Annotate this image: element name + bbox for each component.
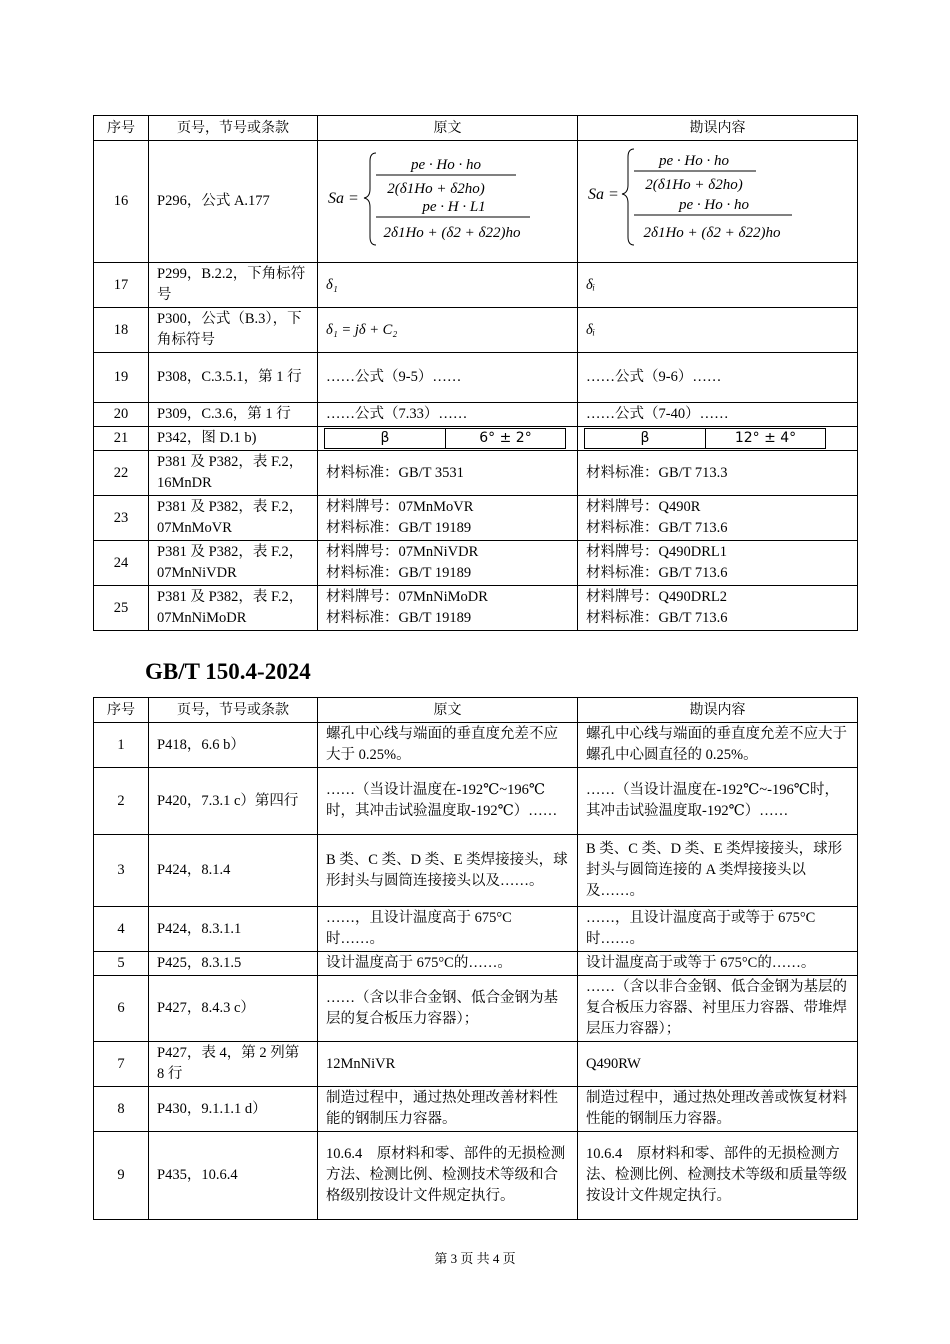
errata-table-gbt150-4 <box>93 697 858 1220</box>
material-grade: 材料牌号：07MnNiMoDR <box>326 589 488 605</box>
row-location: P381 及 P382，表 F.2，16MnDR <box>149 451 318 496</box>
row-number: 2 <box>94 768 149 835</box>
material-standard: 材料标准：GB/T 19189 <box>326 610 472 626</box>
row-location: P296，公式 A.177 <box>149 141 318 263</box>
row-number: 9 <box>94 1132 149 1220</box>
row-number: 4 <box>94 907 149 952</box>
row-number: 20 <box>94 403 149 427</box>
row-correction: 制造过程中，通过热处理改善或恢复材料性能的钢制压力容器。 <box>578 1087 858 1132</box>
row-correction: ……（含以非合金钢、低合金钢为基层的复合板压力容器、衬里压力容器、带堆焊层压力容器）； <box>578 976 858 1042</box>
table-row <box>94 451 858 496</box>
row-number: 23 <box>94 496 149 541</box>
row-correction: ……公式（9-6）…… <box>578 353 858 403</box>
formula-bottom-denominator: 2δ1Ho + (δ2 + δ22)ho <box>383 225 521 241</box>
material-grade: 材料牌号：Q490DRL2 <box>586 589 727 605</box>
row-original <box>318 541 578 586</box>
material-standard: 材料标准：GB/T 713.6 <box>586 520 728 536</box>
row-original: ……公式（9-5）…… <box>318 353 578 403</box>
row-original: 制造过程中，通过热处理改善材料性能的钢制压力容器。 <box>318 1087 578 1132</box>
row-number: 24 <box>94 541 149 586</box>
row-correction <box>578 427 858 451</box>
col-header-correction: 勘误内容 <box>578 116 858 141</box>
table-row <box>94 263 858 308</box>
row-location: P308，C.3.5.1，第 1 行 <box>149 353 318 403</box>
table-row <box>94 586 858 631</box>
formula-correction <box>578 141 858 263</box>
row-number: 7 <box>94 1042 149 1087</box>
row-correction: B 类、C 类、D 类、E 类焊接接头，球形封头与圆筒连接的 A 类焊接接头以及……。 <box>578 835 858 907</box>
material-grade: 材料牌号：Q490DRL1 <box>586 544 727 560</box>
col-header-original: 原文 <box>318 116 578 141</box>
row-correction: ……（当设计温度在-192℃~-196℃时，其冲击试验温度取-192℃）…… <box>578 768 858 835</box>
row-location: P381 及 P382，表 F.2，07MnNiMoDR <box>149 586 318 631</box>
angle-symbol: β <box>585 429 706 449</box>
table-row <box>94 141 858 263</box>
row-original: ……（当设计温度在-192℃~196℃时，其冲击试验温度取-192℃）…… <box>318 768 578 835</box>
row-number: 22 <box>94 451 149 496</box>
row-location: P300，公式（B.3），下角标符号 <box>149 308 318 353</box>
errata-table-gbt150-3 <box>93 115 858 631</box>
table-row <box>94 1042 858 1087</box>
row-correction <box>578 541 858 586</box>
col-header-original: 原文 <box>318 698 578 723</box>
row-original: 材料标准：GB/T 3531 <box>318 451 578 496</box>
row-number: 6 <box>94 976 149 1042</box>
row-number: 8 <box>94 1087 149 1132</box>
row-location: P381 及 P382，表 F.2，07MnMoVR <box>149 496 318 541</box>
table-row <box>94 952 858 976</box>
angle-mini-table-original <box>324 428 566 449</box>
col-header-location: 页号，节号或条款 <box>149 116 318 141</box>
formula-top-numerator: pe · Ho · ho <box>411 157 481 173</box>
table-row <box>94 723 858 768</box>
row-location: P424，8.3.1.1 <box>149 907 318 952</box>
row-original: ……，且设计温度高于 675°C 时……。 <box>318 907 578 952</box>
formula-lhs: Sa = <box>588 186 619 203</box>
row-original <box>318 586 578 631</box>
row-original <box>318 427 578 451</box>
row-original: 螺孔中心线与端面的垂直度允差不应大于 0.25%。 <box>318 723 578 768</box>
section-title: GB/T 150.4-2024 <box>145 659 311 684</box>
row-correction: 10.6.4 原材料和零、部件的无损检测方法、检测比例、检测技术等级和质量等级按设计文件规定执行。 <box>578 1132 858 1220</box>
formula-original <box>318 141 578 263</box>
angle-symbol: β <box>325 429 446 449</box>
col-header-no: 序号 <box>94 116 149 141</box>
material-standard: 材料标准：GB/T 713.6 <box>586 610 728 626</box>
row-number: 21 <box>94 427 149 451</box>
row-number: 3 <box>94 835 149 907</box>
row-location: P420，7.3.1 c）第四行 <box>149 768 318 835</box>
row-original: 12MnNiVR <box>318 1042 578 1087</box>
table-row <box>94 496 858 541</box>
formula-bottom-numerator: pe · Ho · ho <box>679 197 749 213</box>
row-correction: δᵢ <box>578 308 858 353</box>
page-footer: 第 3 页 共 4 页 <box>434 1251 516 1266</box>
formula-top-denominator: 2(δ1Ho + δ2ho) <box>387 181 485 197</box>
material-grade: 材料牌号：07MnNiVDR <box>326 544 479 560</box>
row-correction: 螺孔中心线与端面的垂直度允差不应大于螺孔中心圆直径的 0.25%。 <box>578 723 858 768</box>
formula-a177-correction <box>584 145 850 251</box>
row-original: ……（含以非合金钢、低合金钢为基层的复合板压力容器）； <box>318 976 578 1042</box>
row-correction: ……公式（7-40）…… <box>578 403 858 427</box>
row-correction: δᵢ <box>578 263 858 308</box>
formula-bottom-numerator: pe · H · L1 <box>422 199 486 215</box>
row-original: 设计温度高于 675°C的……。 <box>318 952 578 976</box>
row-location: P424，8.1.4 <box>149 835 318 907</box>
row-correction <box>578 586 858 631</box>
col-header-location: 页号，节号或条款 <box>149 698 318 723</box>
material-standard: 材料标准：GB/T 19189 <box>326 565 472 581</box>
table-row <box>94 1132 858 1220</box>
formula-top-denominator: 2(δ1Ho + δ2ho) <box>645 177 743 193</box>
row-original: δ₁ = jδ + C₂ <box>318 308 578 353</box>
table-row <box>94 353 858 403</box>
row-location: P427，8.4.3 c） <box>149 976 318 1042</box>
row-location: P381 及 P382，表 F.2，07MnNiVDR <box>149 541 318 586</box>
table-row <box>94 835 858 907</box>
table-row <box>94 427 858 451</box>
row-location: P418，6.6 b） <box>149 723 318 768</box>
angle-value: 6° ± 2° <box>446 429 566 449</box>
row-correction: ……，且设计温度高于或等于 675°C 时……。 <box>578 907 858 952</box>
table-row <box>94 541 858 586</box>
material-grade: 材料牌号：Q490R <box>586 499 701 515</box>
material-standard: 材料标准：GB/T 19189 <box>326 520 472 536</box>
row-number: 17 <box>94 263 149 308</box>
row-location: P299，B.2.2，下角标符号 <box>149 263 318 308</box>
formula-top-numerator: pe · Ho · ho <box>659 153 729 169</box>
row-original: B 类、C 类、D 类、E 类焊接接头，球形封头与圆筒连接接头以及……。 <box>318 835 578 907</box>
row-number: 16 <box>94 141 149 263</box>
row-number: 19 <box>94 353 149 403</box>
row-location: P427，表 4，第 2 列第 8 行 <box>149 1042 318 1087</box>
table-header-row <box>94 116 858 141</box>
row-correction: 设计温度高于或等于 675°C的……。 <box>578 952 858 976</box>
formula-bottom-denominator: 2δ1Ho + (δ2 + δ22)ho <box>643 225 781 241</box>
table-row <box>94 907 858 952</box>
row-number: 1 <box>94 723 149 768</box>
table-row <box>94 1087 858 1132</box>
table-row <box>94 976 858 1042</box>
row-correction: 材料标准：GB/T 713.3 <box>578 451 858 496</box>
material-standard: 材料标准：GB/T 713.6 <box>586 565 728 581</box>
angle-value: 12° ± 4° <box>706 429 826 449</box>
row-correction: Q490RW <box>578 1042 858 1087</box>
row-location: P309，C.3.6，第 1 行 <box>149 403 318 427</box>
col-header-no: 序号 <box>94 698 149 723</box>
row-number: 25 <box>94 586 149 631</box>
row-correction <box>578 496 858 541</box>
col-header-correction: 勘误内容 <box>578 698 858 723</box>
row-location: P342，图 D.1 b) <box>149 427 318 451</box>
row-number: 18 <box>94 308 149 353</box>
row-original <box>318 496 578 541</box>
formula-lhs: Sa = <box>328 190 359 207</box>
table-row <box>94 308 858 353</box>
angle-mini-table-correction <box>584 428 826 449</box>
row-number: 5 <box>94 952 149 976</box>
table-row <box>94 768 858 835</box>
table-header-row <box>94 698 858 723</box>
table-row <box>94 403 858 427</box>
material-grade: 材料牌号：07MnMoVR <box>326 499 474 515</box>
row-original: ……公式（7.33）…… <box>318 403 578 427</box>
formula-a177-original <box>324 145 570 251</box>
row-location: P425，8.3.1.5 <box>149 952 318 976</box>
row-location: P435，10.6.4 <box>149 1132 318 1220</box>
row-original: 10.6.4 原材料和零、部件的无损检测方法、检测比例、检测技术等级和合格级别按设计文件规定执行。 <box>318 1132 578 1220</box>
row-original: δ₁ <box>318 263 578 308</box>
row-location: P430，9.1.1.1 d） <box>149 1087 318 1132</box>
